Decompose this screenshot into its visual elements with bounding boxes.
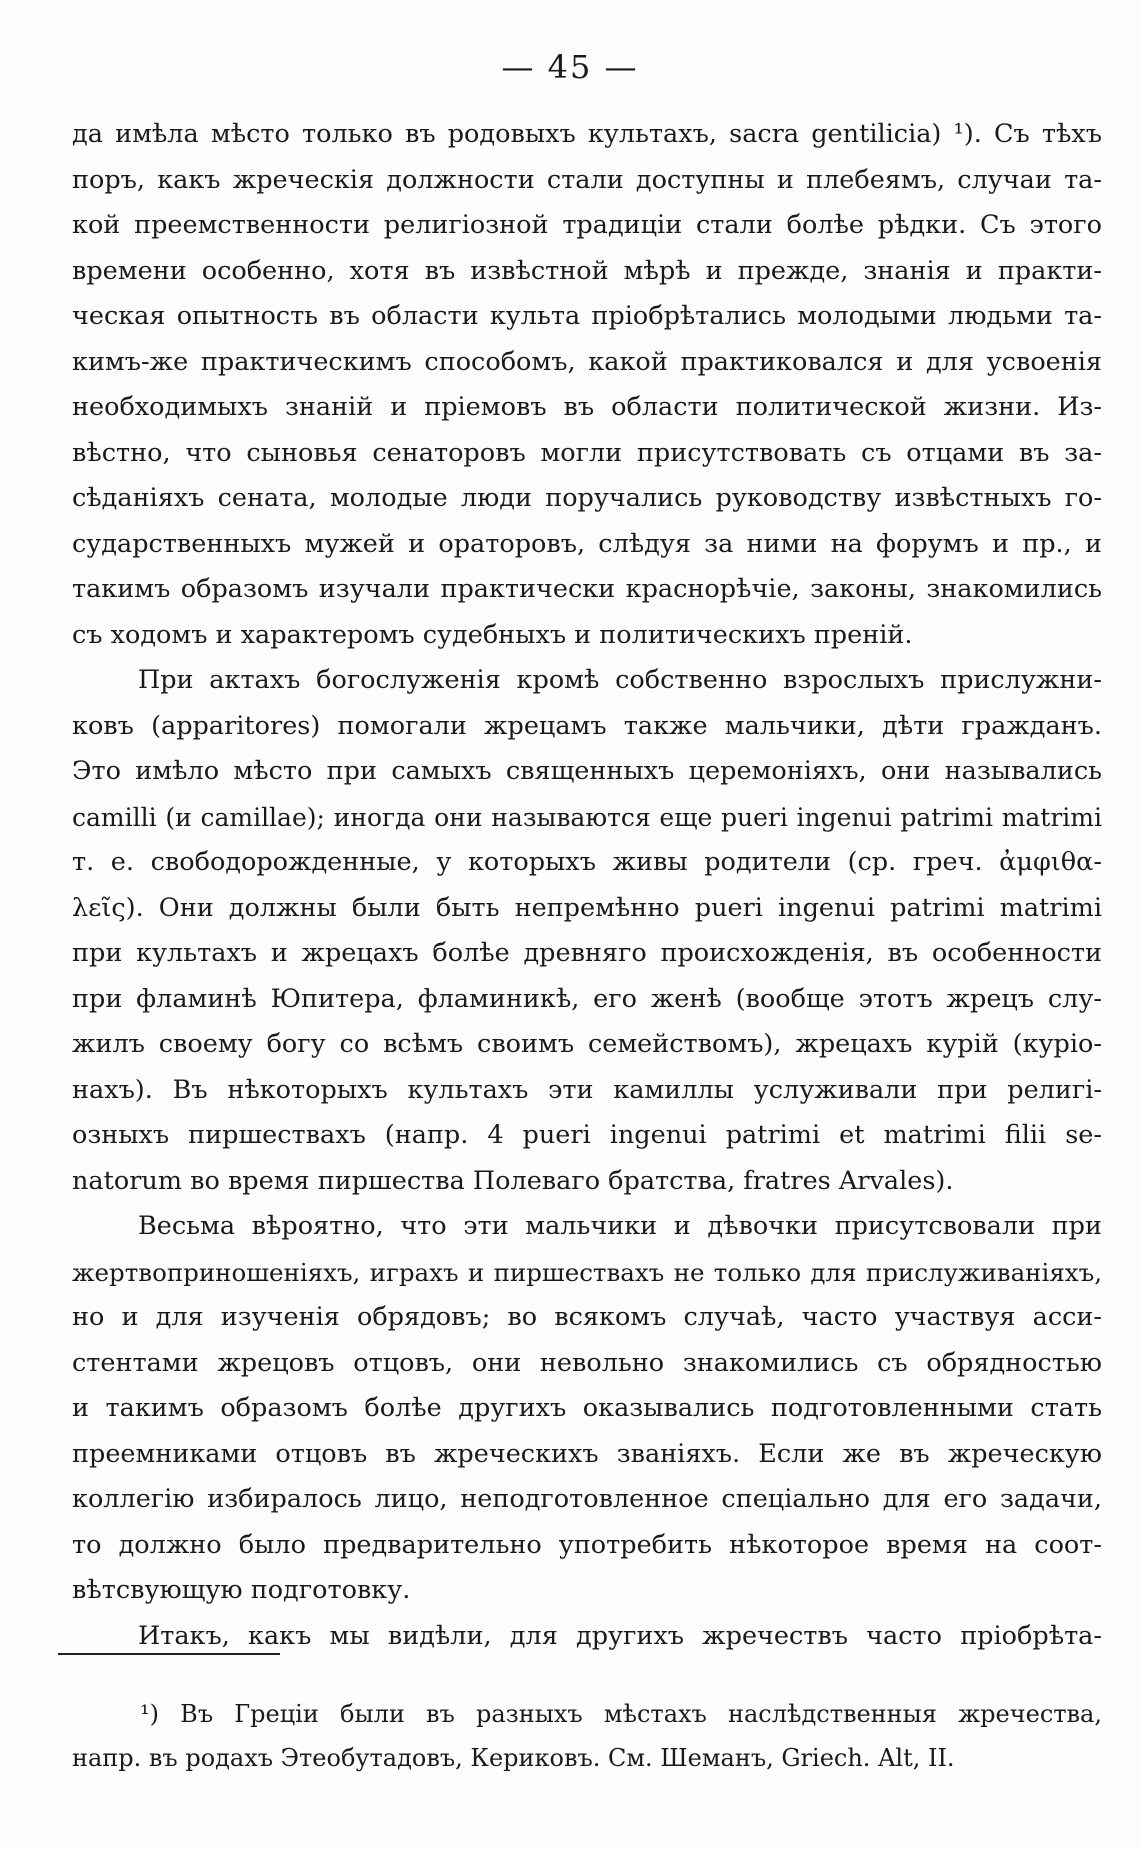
text-line: вѣтсвующую подготовку. — [72, 1575, 411, 1605]
text-line: такимъ образомъ изучали практически краснорѣчіе, законы, знакомились — [72, 574, 1102, 604]
text-line: и такимъ образомъ болѣе другихъ оказывались подготовленными стать — [72, 1393, 1102, 1423]
text-line: но и для изученія обрядовъ; во всякомъ случаѣ, часто участвуя асси- — [72, 1302, 1102, 1332]
text-line: необходимыхъ знаній и пріемовъ въ области политической жизни. Из- — [72, 392, 1102, 422]
text-line: natorum во время пиршества Полеваго братства, fratres Arvales). — [72, 1165, 954, 1196]
paragraph-start-line: Весьма вѣроятно, что эти мальчики и дѣвочки присутсвовали при — [138, 1211, 1102, 1241]
text-line: вѣстно, что сыновья сенаторовъ могли присутствовать съ отцами въ за- — [72, 437, 1102, 468]
text-line: λεῖς). Они должны были быть непремѣнно pueri ingenui patrimi matrimi — [72, 892, 1102, 923]
text-line: озныхъ пиршествахъ (напр. 4 pueri ingenui patrimi et matrimi filii se- — [72, 1120, 1102, 1150]
text-line: кой преемственности религіозной традиціи стали болѣе рѣдки. Съ этого — [72, 210, 1102, 240]
text-line: жилъ своему богу со всѣмъ своимъ семействомъ), жрецахъ курій (куріо- — [72, 1029, 1102, 1059]
text-line: жертвоприношеніяхъ, играхъ и пиршествахъ не только для прислуживаніяхъ, — [72, 1257, 1102, 1287]
text-line: коллегію избиралось лицо, неподготовленное спеціально для его задачи, — [72, 1484, 1102, 1514]
text-line: ческая опытность въ области культа пріобрѣтались молодыми людьми та- — [72, 301, 1102, 331]
text-line: нахъ). Въ нѣкоторыхъ культахъ эти камиллы услуживали при религі- — [72, 1074, 1102, 1105]
text-line: кимъ-же практическимъ способомъ, какой практиковался и для усвоенія — [72, 346, 1102, 377]
text-line: при культахъ и жрецахъ болѣе древняго происхожденія, въ особенности — [72, 938, 1102, 968]
text-line: времени особенно, хотя въ извѣстной мѣрѣ и прежде, знанія и практи- — [72, 255, 1102, 286]
text-line: ковъ (apparitores) помогали жрецамъ также мальчики, дѣти гражданъ. — [72, 710, 1102, 741]
footnotes — [72, 1692, 1102, 1780]
text-line: то должно было предварительно употребить нѣкоторое время на соот- — [72, 1529, 1102, 1560]
text-line: да имѣла мѣсто только въ родовыхъ культахъ, sacra gentilicia) ¹). Съ тѣхъ — [72, 119, 1102, 149]
text-line: Это имѣло мѣсто при самыхъ священныхъ церемоніяхъ, они назывались — [72, 756, 1102, 786]
text-line: сударственныхъ мужей и ораторовъ, слѣдуя за ними на форумъ и пр., и — [72, 528, 1102, 559]
text-line: преемниками отцовъ въ жреческихъ званіяхъ. Если же въ жреческую — [72, 1438, 1102, 1469]
text-line: съ ходомъ и характеромъ судебныхъ и политическихъ преній. — [72, 619, 913, 650]
text-line: сѣданіяхъ сената, молодые люди поручались руководству извѣстныхъ го- — [72, 483, 1102, 513]
text-line: поръ, какъ жреческія должности стали доступны и плебеямъ, случаи та- — [72, 164, 1102, 195]
text-line: т. е. свободорожденные, у которыхъ живы родители (ср. греч. ἀμφιθα- — [72, 847, 1102, 877]
footnote-line: напр. въ родахъ Этеобутадовъ, Кериковъ. См. Шеманъ, Griech. Alt, II. — [72, 1744, 955, 1772]
footnote-line: ¹) Въ Греціи были въ разныхъ мѣстахъ наслѣдственныя жречества, — [140, 1700, 1102, 1728]
text-line: camilli (и camillae); иногда они называются еще pueri ingenui patrimi matrimi — [72, 802, 1102, 832]
footnote-divider — [58, 1653, 280, 1655]
page-number: — 45 — — [501, 48, 639, 86]
body-text — [72, 112, 1102, 1659]
paragraph-start-line: Итакъ, какъ мы видѣли, для другихъ жречествъ часто пріобрѣта- — [138, 1620, 1102, 1651]
text-line: при фламинѣ Юпитера, фламиникѣ, его женѣ (вообще этотъ жрецъ слу- — [72, 983, 1102, 1014]
paragraph-start-line: При актахъ богослуженія кромѣ собственно взрослыхъ прислужни- — [138, 665, 1102, 695]
text-line: стентами жрецовъ отцовъ, они невольно знакомились съ обрядностью — [72, 1347, 1102, 1378]
